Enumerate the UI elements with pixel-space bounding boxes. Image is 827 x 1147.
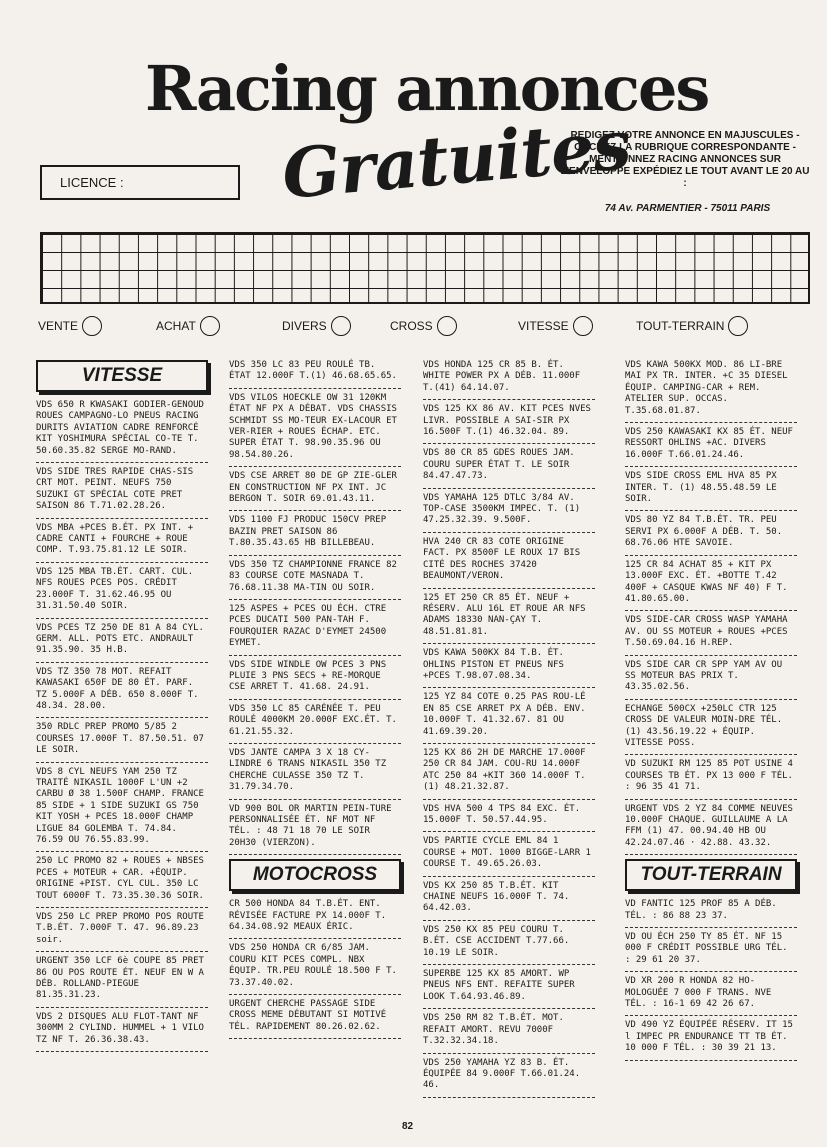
classified-ad: VD XR 200 R HONDA 82 HO-MOLOGUÉE 7 000 F TRANS. NVE TÉL. : 16-1 69 42 26 67. [625, 976, 797, 1016]
page-number: 82 [402, 1121, 414, 1132]
category-label: VENTE [38, 319, 79, 333]
classified-ad: VD OU ÉCH 250 TY 85 ÉT. NF 15 000 F CRÉDIT POSSIBLE URG TÉL. : 29 61 20 37. [625, 932, 797, 972]
checkbox-circle-icon[interactable] [200, 316, 220, 336]
classified-ad: VDS HONDA 125 CR 85 B. ÉT. WHITE POWER PX A DÉB. 11.000F T.(41) 64.14.07. [423, 360, 595, 400]
licence-label: LICENCE : [60, 175, 124, 190]
classified-ad: VDS 80 YZ 84 T.B.ÉT. TR. PEU SERVI PX 6.000F A DÉB. T. 50. 68.76.06 HTE SAVOIE. [625, 515, 797, 555]
column-3 [423, 360, 595, 1102]
classified-ad: VD 900 BOL OR MARTIN PEIN-TURE PERSONNALISÉE ÉT. NF MOT NF TÉL. : 48 71 18 70 LE SOIR 20H30 (VIERZON). [229, 804, 401, 856]
instructions-text: REDIGEZ VOTRE ANNONCE EN MAJUSCULES - COCHEZ LA RUBRIQUE CORRESPONDANTE - MENTIONNEZ RACING ANNONCES SUR L'ENVELOPPE EXPÉDIEZ LE TOUT AVANT LE 20 AU : [560, 130, 810, 189]
category-label: CROSS [390, 319, 433, 333]
page-subtitle: Gratuites [279, 104, 634, 216]
classified-ad: VDS SIDE-CAR CROSS WASP YAMAHA AV. OU SS MOTEUR + ROUES +PCES T.50.69.04.16 H.REP. [625, 615, 797, 655]
classified-ad: VDS 250 YAMAHA YZ 83 B. ÉT. ÉQUIPÉE 84 9.000F T.66.01.24. 46. [423, 1058, 595, 1098]
classified-ad: 125 YZ 84 COTE 0.25 PAS ROU-LÉ EN 85 CSE ARRET PX A DÉB. ENV. 10.000F T. 41.32.67. 81 OU 41.69.39.20. [423, 692, 595, 744]
classified-ad: VDS JANTE CAMPA 3 X 18 CY-LINDRE 6 TRANS NIKASIL 350 TZ CHERCHE CULASSE 350 TZ T. 31.79.34.70. [229, 748, 401, 800]
classified-ad: VDS 125 MBA TB.ÉT. CART. CUL. NFS ROUES PCES POS. CRÉDIT 23.000F T. 31.62.46.95 OU 31.31.50.40 SOIR. [36, 567, 208, 619]
classified-ad: VDS PARTIE CYCLE EML 84 1 COURSE + MOT. 1000 BIGGE-LARR 1 COURSE T. 49.65.26.03. [423, 836, 595, 876]
ad-list [423, 360, 595, 1098]
classified-ad: VDS 350 TZ CHAMPIONNE FRANCE 82 83 COURSE COTE MASNADA T. 76.68.11.38 MA-TIN OU SOIR. [229, 560, 401, 600]
licence-field[interactable] [40, 165, 240, 200]
column-4 [625, 360, 797, 1065]
section-vitesse-header: VITESSE [36, 360, 208, 392]
classified-ad: VDS 250 KX 85 PEU COURU T. B.ÉT. CSE ACCIDENT T.77.66. 10.19 LE SOIR. [423, 925, 595, 965]
checkbox-circle-icon[interactable] [331, 316, 351, 336]
category-achat[interactable] [156, 316, 220, 336]
classified-ad: VDS 250 RM 82 T.B.ÉT. MOT. REFAIT AMORT. REVU 7000F T.32.32.34.18. [423, 1013, 595, 1053]
classified-ad: VDS 2 DISQUES ALU FLOT-TANT NF 300MM 2 CYLIND. HUMMEL + 1 VILO TZ NF T. 26.36.38.43. [36, 1012, 208, 1052]
classified-ad: VDS 125 KX 86 AV. KIT PCES NVES LIVR. POSSIBLE A SAI-SIR PX 16.500F T.(1) 46.32.04. 89. [423, 404, 595, 444]
category-divers[interactable] [282, 316, 351, 336]
classified-ad: VDS KAWA 500KX 84 T.B. ÉT. OHLINS PISTON ET PNEUS NFS +PCES T.98.07.08.34. [423, 648, 595, 688]
classified-ad: VDS 250 KAWASAKI KX 85 ÉT. NEUF RESSORT OHLINS +AC. DIVERS 16.000F T.66.01.24.46. [625, 427, 797, 467]
classified-ad: VDS PCES TZ 250 DE 81 A 84 CYL. GERM. ALL. POTS ETC. ANDRAULT 91.35.90. 35 H.B. [36, 623, 208, 663]
classified-ad: VDS SIDE CAR CR SPP YAM AV OU SS MOTEUR BAS PRIX T. 43.35.02.56. [625, 660, 797, 700]
category-checkboxes [38, 316, 813, 338]
classified-ad: VDS HVA 500 4 TPS 84 EXC. ÉT. 15.000F T. 50.57.44.95. [423, 804, 595, 833]
ad-list [36, 400, 208, 1052]
ad-list [229, 899, 401, 1039]
classified-ad: VDS CSE ARRET 80 DE GP ZIE-GLER EN CONSTRUCTION NF PX INT. JC BERGON T. SOIR 69.01.43.11. [229, 471, 401, 511]
column-1 [36, 360, 208, 1056]
category-vitesse[interactable] [518, 316, 593, 336]
classified-ad: 125 KX 86 2H DE MARCHE 17.000F 250 CR 84 JAM. COU-RU 14.000F ATC 250 84 +KIT 360 14.000F T.(1) 48.21.32.87. [423, 748, 595, 800]
classified-ad: VDS 250 HONDA CR 6/85 JAM. COURU KIT PCES COMPL. NBX ÉQUIP. TR.PEU ROULÉ 18.500 F T. 73.37.40.02. [229, 943, 401, 995]
classified-ad: VDS 8 CYL NEUFS YAM 250 TZ TRAITÉ NIKASIL 1000F L'UN +2 CARBU Ø 38 1.500F CHAMP. FRANCE 85 SIDE + 1 SIDE SUZUKI GS 750 KIT YOSH + PCES 18.000F CHAMP LIGUE 84 GOLEMBA T. 74.84. 76.59 OU 76.55.83.99. [36, 767, 208, 853]
category-label: VITESSE [518, 319, 569, 333]
ad-list [625, 360, 797, 855]
section-motocross-header: MOTOCROSS [229, 859, 401, 891]
classified-ad: VDS 80 CR 85 GDES ROUES JAM. COURU SUPER ÉTAT T. LE SOIR 84.47.47.73. [423, 448, 595, 488]
checkbox-circle-icon[interactable] [82, 316, 102, 336]
category-cross[interactable] [390, 316, 457, 336]
classified-ad: VDS 250 LC PREP PROMO POS ROUTE T.B.ÉT. 7.000F T. 47. 96.89.23 soir. [36, 912, 208, 952]
classified-ad: CR 500 HONDA 84 T.B.ÉT. ENT. RÉVISÉE FACTURE PX 14.000F T. 64.34.08.92 MEAUX ÉRIC. [229, 899, 401, 939]
classified-ad: VDS YAMAHA 125 DTLC 3/84 AV. TOP-CASE 3500KM IMPEC. T. (1) 47.25.32.39. 9.500F. [423, 493, 595, 533]
classified-ad: 350 RDLC PREP PROMO 5/85 2 COURSES 17.000F T. 87.50.51. 07 LE SOIR. [36, 722, 208, 762]
classified-ad: VDS KAWA 500KX MOD. 86 LI-BRE MAI PX TR. INTER. +C 35 DIESEL ÉQUIP. CAMPING-CAR + REM. ATELIER SUP. OCCAS. T.35.68.01.87. [625, 360, 797, 423]
category-tout-terrain[interactable] [636, 316, 748, 336]
ad-list [625, 899, 797, 1060]
entry-grid[interactable] [40, 232, 810, 304]
section-tout-terrain-header: TOUT-TERRAIN [625, 859, 797, 891]
classified-ad: VDS KX 250 85 T.B.ÉT. KIT CHAINE NEUFS 16.000F T. 74. 64.42.03. [423, 881, 595, 921]
classified-ad: 125 ET 250 CR 85 ÉT. NEUF + RÉSERV. ALU 16L ET ROUE AR NFS ADAMS 18330 NAN-ÇAY T. 48.51.81.81. [423, 593, 595, 645]
classified-ad: VDS MBA +PCES B.ÉT. PX INT. + CADRE CANTI + FOURCHE + ROUE COMP. T.93.75.81.12 LE SOIR. [36, 523, 208, 563]
category-label: TOUT-TERRAIN [636, 319, 725, 333]
classified-ad: URGENT CHERCHE PASSAGE SIDE CROSS MEME DÉBUTANT SI MOTIVÉ TÉL. RAPIDEMENT 80.26.02.62. [229, 999, 401, 1039]
classified-ad: SUPERBE 125 KX 85 AMORT. WP PNEUS NFS ENT. REFAITE SUPER LOOK T.64.93.46.89. [423, 969, 595, 1009]
category-vente[interactable] [38, 316, 102, 336]
classified-ad: 125 ASPES + PCES OU ÉCH. CTRE PCES DUCATI 500 PAN-TAH F. FOURQUIER RAZAC D'EYMET 24500 EYMET. [229, 604, 401, 656]
checkbox-circle-icon[interactable] [728, 316, 748, 336]
classified-ad: VDS 1100 FJ PRODUC 150CV PREP BAZIN PRET SAISON 86 T.80.35.43.65 HB BILLEBEAU. [229, 515, 401, 555]
classified-ad: VD 490 YZ ÉQUIPÉE RÉSERV. IT 15 l IMPEC PR ENDURANCE TT TB ÉT. 10 000 F TÉL. : 30 39 21 13. [625, 1020, 797, 1060]
category-label: DIVERS [282, 319, 327, 333]
classified-ad: VDS 350 LC 83 PEU ROULÉ TB. ÉTAT 12.000F T.(1) 46.68.65.65. [229, 360, 401, 389]
classified-ad: VD SUZUKI RM 125 85 POT USINE 4 COURSES TB ÉT. PX 13 000 F TÉL. : 96 35 41 71. [625, 759, 797, 799]
checkbox-circle-icon[interactable] [573, 316, 593, 336]
page-title: Racing annonces [145, 52, 709, 125]
classified-ad: 125 CR 84 ACHAT 85 + KIT PX 13.000F EXC. ÉT. +BOTTE T.42 400F + CASQUE KWAS NF 40) F T. 41.80.65.00. [625, 560, 797, 612]
column-2 [229, 360, 401, 1043]
classified-ad: URGENT VDS 2 YZ 84 COMME NEUVES 10.000F CHAQUE. GUILLAUME A LA FFM (1) 47. 00.94.40 HB OU 42.24.07.46 · 42.88. 43.32. [625, 804, 797, 856]
classified-ad: VD FANTIC 125 PROF 85 A DÉB. TÉL. : 86 88 23 37. [625, 899, 797, 928]
classified-ad: VDS SIDE TRES RAPIDE CHAS-SIS CRT MOT. PEINT. NEUFS 750 SUZUKI GT SPÉCIAL COTE PRET SAISON 86 T.71.02.28.26. [36, 467, 208, 519]
classified-ad: VDS SIDE CROSS EML HVA 85 PX INTER. T. (1) 48.55.48.59 LE SOIR. [625, 471, 797, 511]
checkbox-circle-icon[interactable] [437, 316, 457, 336]
classified-ad: ECHANGE 500CX +250LC CTR 125 CROSS DE VALEUR MOIN-DRE TÉL.(1) 43.56.19.22 + ÉQUIP. VITESSE POSS. [625, 704, 797, 756]
classified-ad: 250 LC PROMO 82 + ROUES + NBSES PCES + MOTEUR + CAR. +ÉQUIP. ORIGINE +PIST. CYL CUL. 350 LC TOUT 6000F T. 73.35.30.36 SOIR. [36, 856, 208, 908]
classified-ad: VDS TZ 350 78 MOT. REFAIT KAWASAKI 650F DE 80 ÉT. PARF. TZ 5.000F A DÉB. 650 8.000F T. 48.34. 28.00. [36, 667, 208, 719]
address-text: 74 Av. PARMENTIER - 75011 PARIS [604, 203, 771, 214]
classified-ad: VDS SIDE WINDLE OW PCES 3 PNS PLUIE 3 PNS SECS + RE-MORQUE CSE ARRET T. 41.68. 24.91. [229, 660, 401, 700]
ad-list [229, 360, 401, 855]
classified-ad: URGENT 350 LCF 6è COUPE 85 PRET 86 OU POS ROUTE ÉT. NEUF EN W A DÉB. ROLLAND-PIEGUE 81.35.31.23. [36, 956, 208, 1008]
classified-ad: HVA 240 CR 83 COTE ORIGINE FACT. PX 8500F LE ROUX 17 BIS CITÉ DES ROCHES 37420 BEAUMONT/VERON. [423, 537, 595, 589]
classified-ad: VDS VILOS HOECKLE OW 31 120KM ÉTAT NF PX A DÉBAT. VDS CHASSIS SCHMIDT SS MO-TEUR EX-LACOUR ET VER-RIER + ROUES ÉCHAP. ETC. SUPER ÉTAT T. 98.90.35.96 OU 98.54.80.26. [229, 393, 401, 467]
classified-ad: VDS 650 R KWASAKI GODIER-GENOUD ROUES CAMPAGNO-LO PNEUS RACING DURITS AVIATION CADRE RENFORCÉ KIT YOSHIMURA SPÉCIAL CO-TE T. 50.60.35.82 SERGE MO-RAND. [36, 400, 208, 463]
category-label: ACHAT [156, 319, 196, 333]
classified-ad: VDS 350 LC 85 CARÉNÉE T. PEU ROULÉ 4000KM 20.000F EXC.ÉT. T. 61.21.55.32. [229, 704, 401, 744]
